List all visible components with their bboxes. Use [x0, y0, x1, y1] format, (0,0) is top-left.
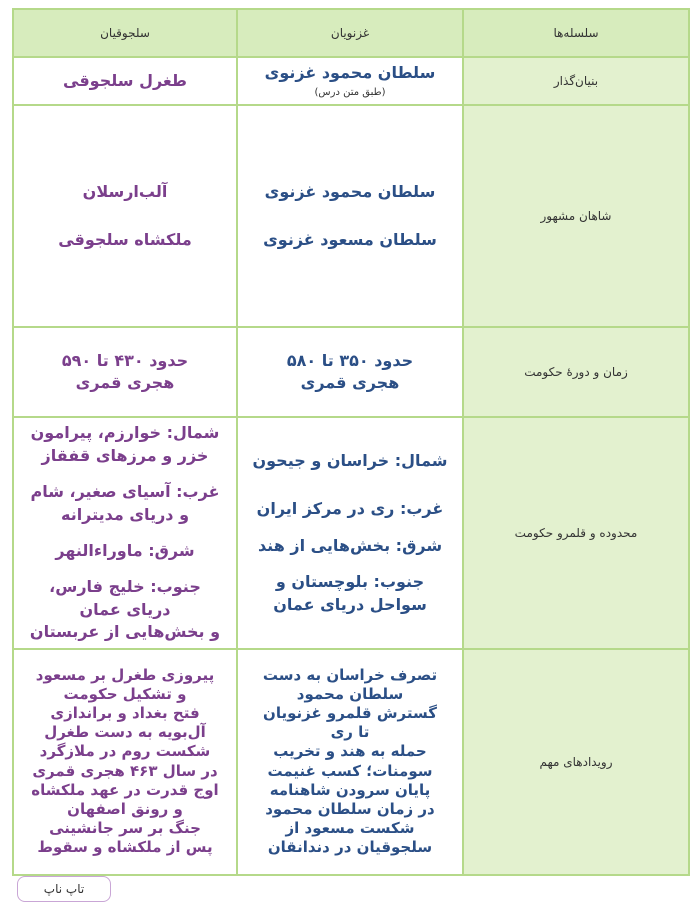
territory-seljuk-2: خزر و مرزهای قفقاز	[41, 445, 209, 465]
time-period-seljuk-1: حدود ۴۳۰ تا ۵۹۰	[61, 351, 189, 370]
founder-ghaznavid: سلطان محمود غزنوی	[264, 63, 436, 82]
row-founder	[13, 57, 689, 105]
event-seljuk-4: آل‌بویه به دست طغرل	[44, 723, 206, 742]
territory-seljuk-7: دریای عمان	[79, 599, 171, 619]
row-famous-kings	[13, 105, 689, 327]
event-ghaznavid-9: شکست مسعود از	[285, 819, 415, 838]
territory-seljuk-3: غرب: آسیای صغیر، شام	[30, 482, 220, 502]
event-ghaznavid-2: سلطان محمود	[296, 684, 404, 703]
event-seljuk-6: در سال ۴۶۳ هجری قمری	[32, 761, 218, 780]
territory-seljuk-1: شمال: خوارزم، پیرامون	[30, 423, 220, 443]
row-label-founder: بنیان‌گذار	[463, 57, 689, 105]
row-time-period	[13, 327, 689, 417]
event-ghaznavid-8: در زمان سلطان محمود	[265, 799, 435, 818]
territory-seljuk-4: و دریای مدیترانه	[60, 504, 190, 524]
event-ghaznavid-1: تصرف خراسان به دست	[262, 665, 438, 684]
event-ghaznavid-6: سومنات؛ کسب غنیمت	[267, 761, 433, 780]
territory-ghaznavid-2: غرب: ری در مرکز ایران	[256, 499, 444, 519]
territory-ghaznavid-1: شمال: خراسان و جیحون	[252, 450, 448, 470]
time-period-ghaznavid-2: هجری قمری	[300, 373, 400, 393]
territory-seljuk	[13, 417, 237, 648]
territory-ghaznavid-3: شرق: بخش‌هایی از هند	[257, 535, 443, 555]
event-ghaznavid-7: پایان سرودن شاهنامه	[269, 780, 431, 799]
time-period-seljuk-2: هجری قمری	[75, 373, 175, 393]
event-seljuk-5: شکست روم در ملازگرد	[39, 742, 211, 761]
territory-ghaznavid-4: جنوب: بلوچستان و	[275, 572, 425, 592]
founder-ghaznavid-cell	[237, 57, 463, 105]
famous-king-seljuk-1: آلب‌ارسلان	[82, 182, 168, 201]
comparison-table	[12, 8, 690, 876]
territory-seljuk-6: جنوب: خلیج فارس،	[49, 577, 201, 597]
header-dynasties: سلسله‌ها	[463, 9, 689, 57]
header-row	[13, 9, 689, 57]
famous-kings-ghaznavid	[237, 105, 463, 327]
header-ghaznavid: غزنویان	[237, 9, 463, 57]
event-seljuk-2: و تشکیل حکومت	[63, 684, 187, 703]
founder-ghaznavid-note: (طبق متن درس)	[314, 87, 386, 99]
event-seljuk-1: پیروزی طغرل بر مسعود	[35, 665, 215, 684]
territory-ghaznavid-5: سواحل دریای عمان	[273, 594, 427, 614]
row-territory	[13, 417, 689, 648]
header-seljuk: سلجوقیان	[13, 9, 237, 57]
event-ghaznavid-10: سلجوقیان در دندانقان	[267, 838, 433, 857]
territory-seljuk-8: و بخش‌هایی از عربستان	[29, 622, 221, 642]
row-label-events: رویدادهای مهم	[463, 649, 689, 875]
event-seljuk-3: فتح بغداد و براندازی	[50, 703, 200, 722]
row-label-famous-kings: شاهان مشهور	[463, 105, 689, 327]
time-period-ghaznavid	[237, 327, 463, 417]
events-seljuk	[13, 649, 237, 875]
time-period-ghaznavid-1: حدود ۳۵۰ تا ۵۸۰	[286, 351, 414, 370]
row-label-time-period: زمان و دورهٔ حکومت	[463, 327, 689, 417]
territory-seljuk-5: شرق: ماوراءالنهر	[55, 540, 195, 560]
famous-king-seljuk-2: ملکشاه سلجوقی	[58, 230, 192, 250]
event-seljuk-9: جنگ بر سر جانشینی	[49, 819, 201, 838]
territory-ghaznavid	[237, 417, 463, 648]
founder-seljuk: طغرل سلجوقی	[13, 57, 237, 105]
event-seljuk-8: و رونق اصفهان	[67, 799, 183, 818]
row-label-territory: محدوده و قلمرو حکومت	[463, 417, 689, 648]
event-ghaznavid-5: حمله به هند و تخریب	[273, 742, 427, 761]
famous-king-ghaznavid-2: سلطان مسعود غزنوی	[263, 230, 437, 250]
famous-king-ghaznavid-1: سلطان محمود غزنوی	[264, 182, 436, 201]
event-ghaznavid-3: گسترش قلمرو غزنویان	[263, 703, 437, 722]
tapnap-tag[interactable]: تاپ ناپ	[17, 876, 111, 902]
event-ghaznavid-4: تا ری	[330, 723, 370, 742]
famous-kings-seljuk	[13, 105, 237, 327]
row-events	[13, 649, 689, 875]
event-seljuk-10: پس از ملکشاه و سقوط	[37, 838, 213, 857]
events-ghaznavid	[237, 649, 463, 875]
event-seljuk-7: اوج قدرت در عهد ملکشاه	[31, 780, 219, 799]
time-period-seljuk	[13, 327, 237, 417]
